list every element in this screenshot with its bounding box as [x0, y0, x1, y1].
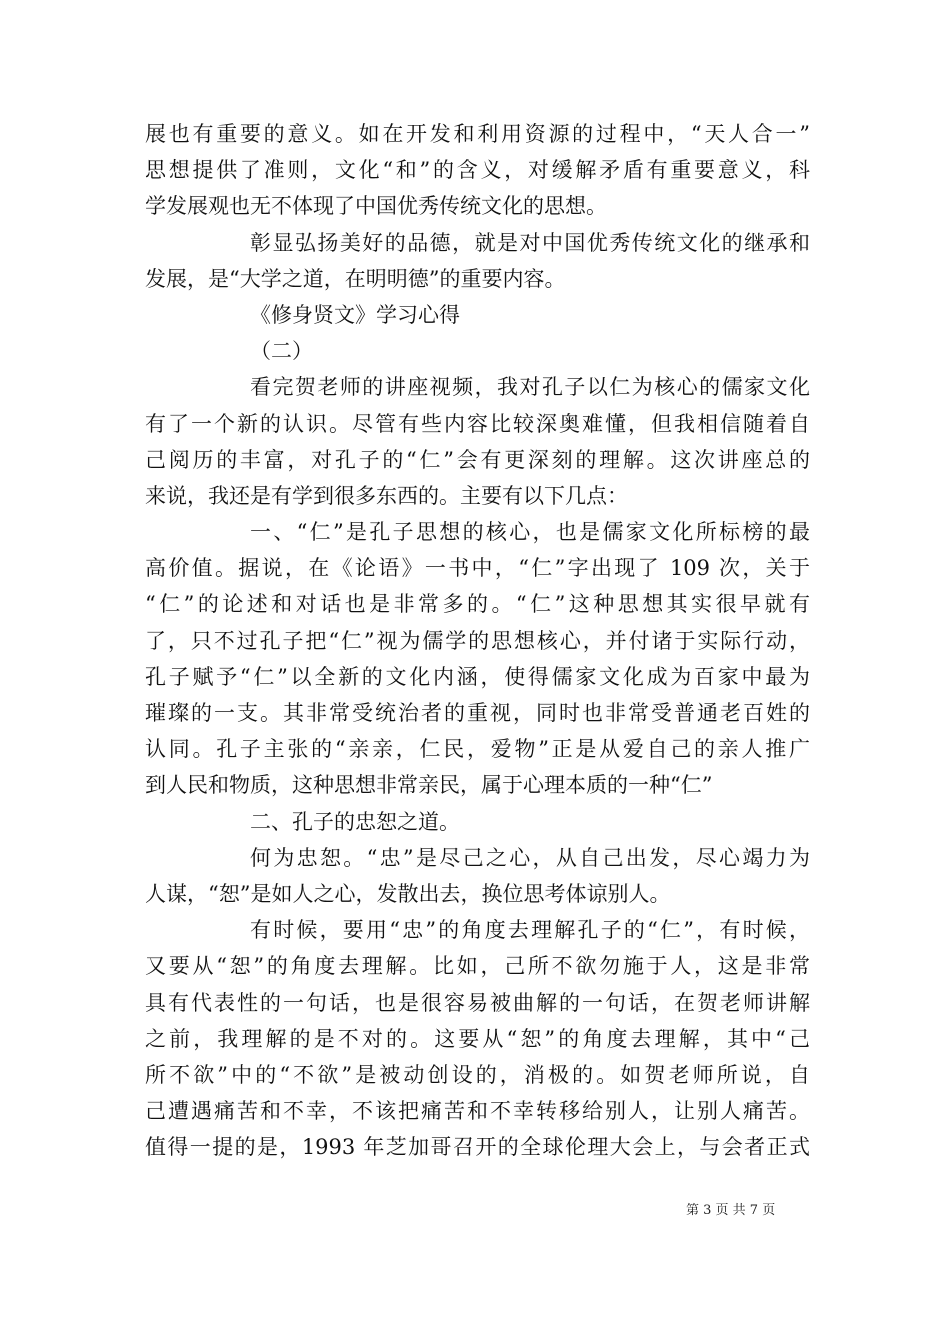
text-line: “仁”的论述和对话也是非常多的。“仁”这种思想其实很早就有 — [145, 592, 810, 617]
page-number-footer: 第 3 页 共 7 页 — [686, 1203, 776, 1218]
text-line: 了，只不过孔子把“仁”视为儒学的思想核心，并付诸于实际行动， — [145, 628, 810, 653]
paragraph-first-line: 有时候，要用“忠”的角度去理解孔子的“仁”，有时候， — [250, 918, 810, 943]
text-line: 值得一提的是，1993 年芝加哥召开的全球伦理大会上，与会者正式 — [145, 1135, 810, 1160]
paragraph-first-line: 何为忠恕。“忠”是尽己之心，从自己出发，尽心竭力为 — [250, 845, 810, 870]
text-line: 己遭遇痛苦和不幸，不该把痛苦和不幸转移给别人，让别人痛苦。 — [145, 1099, 810, 1124]
text-line: 孔子赋予“仁”以全新的文化内涵，使得儒家文化成为百家中最为 — [145, 664, 810, 689]
text-line: 发展，是“大学之道，在明明德”的重要内容。 — [145, 266, 566, 291]
text-line: 之前，我理解的是不对的。这要从“恕”的角度去理解，其中“己 — [145, 1026, 810, 1051]
text-line: 展也有重要的意义。如在开发和利用资源的过程中，“天人合一” — [145, 122, 810, 146]
text-line: 有了一个新的认识。尽管有些内容比较深奥难懂，但我相信随着自 — [145, 411, 810, 436]
text-line: 来说，我还是有学到很多东西的。主要有以下几点： — [145, 483, 628, 508]
text-line: 人谋，“恕”是如人之心，发散出去，换位思考体谅别人。 — [145, 881, 671, 906]
text-line: 学发展观也无不体现了中国优秀传统文化的思想。 — [145, 194, 607, 219]
document-body — [145, 116, 810, 1165]
text-line: 具有代表性的一句话，也是很容易被曲解的一句话，在贺老师讲解 — [145, 990, 810, 1015]
text-line: 所不欲”中的“不欲”是被动创设的，消极的。如贺老师所说，自 — [145, 1062, 810, 1087]
section-title: 《修身贤文》学习心得 — [250, 302, 460, 327]
text-line: 到人民和物质，这种思想非常亲民，属于心理本质的一种“仁” — [145, 773, 713, 798]
text-line: 高价值。据说，在《论语》一书中，“仁”字出现了 109 次，关于 — [145, 556, 810, 581]
text-line: 认同。孔子主张的“亲亲，仁民，爱物”正是从爱自己的亲人推广 — [145, 737, 810, 762]
text-line: 璀璨的一支。其非常受统治者的重视，同时也非常受普通老百姓的 — [145, 701, 810, 725]
paragraph-first-line: 彰显弘扬美好的品德，就是对中国优秀传统文化的继承和 — [250, 230, 810, 255]
text-line: 己阅历的丰富，对孔子的“仁”会有更深刻的理解。这次讲座总的 — [145, 447, 810, 472]
paragraph-first-line: 一、“仁”是孔子思想的核心，也是儒家文化所标榜的最 — [250, 520, 810, 545]
section-subtitle: （二） — [250, 339, 313, 364]
text-line: 又要从“恕”的角度去理解。比如，己所不欲勿施于人，这是非常 — [145, 954, 810, 979]
paragraph-first-line: 看完贺老师的讲座视频，我对孔子以仁为核心的儒家文化 — [250, 375, 810, 400]
text-line: 思想提供了准则，文化“和”的含义，对缓解矛盾有重要意义，科 — [145, 158, 810, 183]
section-heading: 二、孔子的忠恕之道。 — [250, 809, 460, 834]
